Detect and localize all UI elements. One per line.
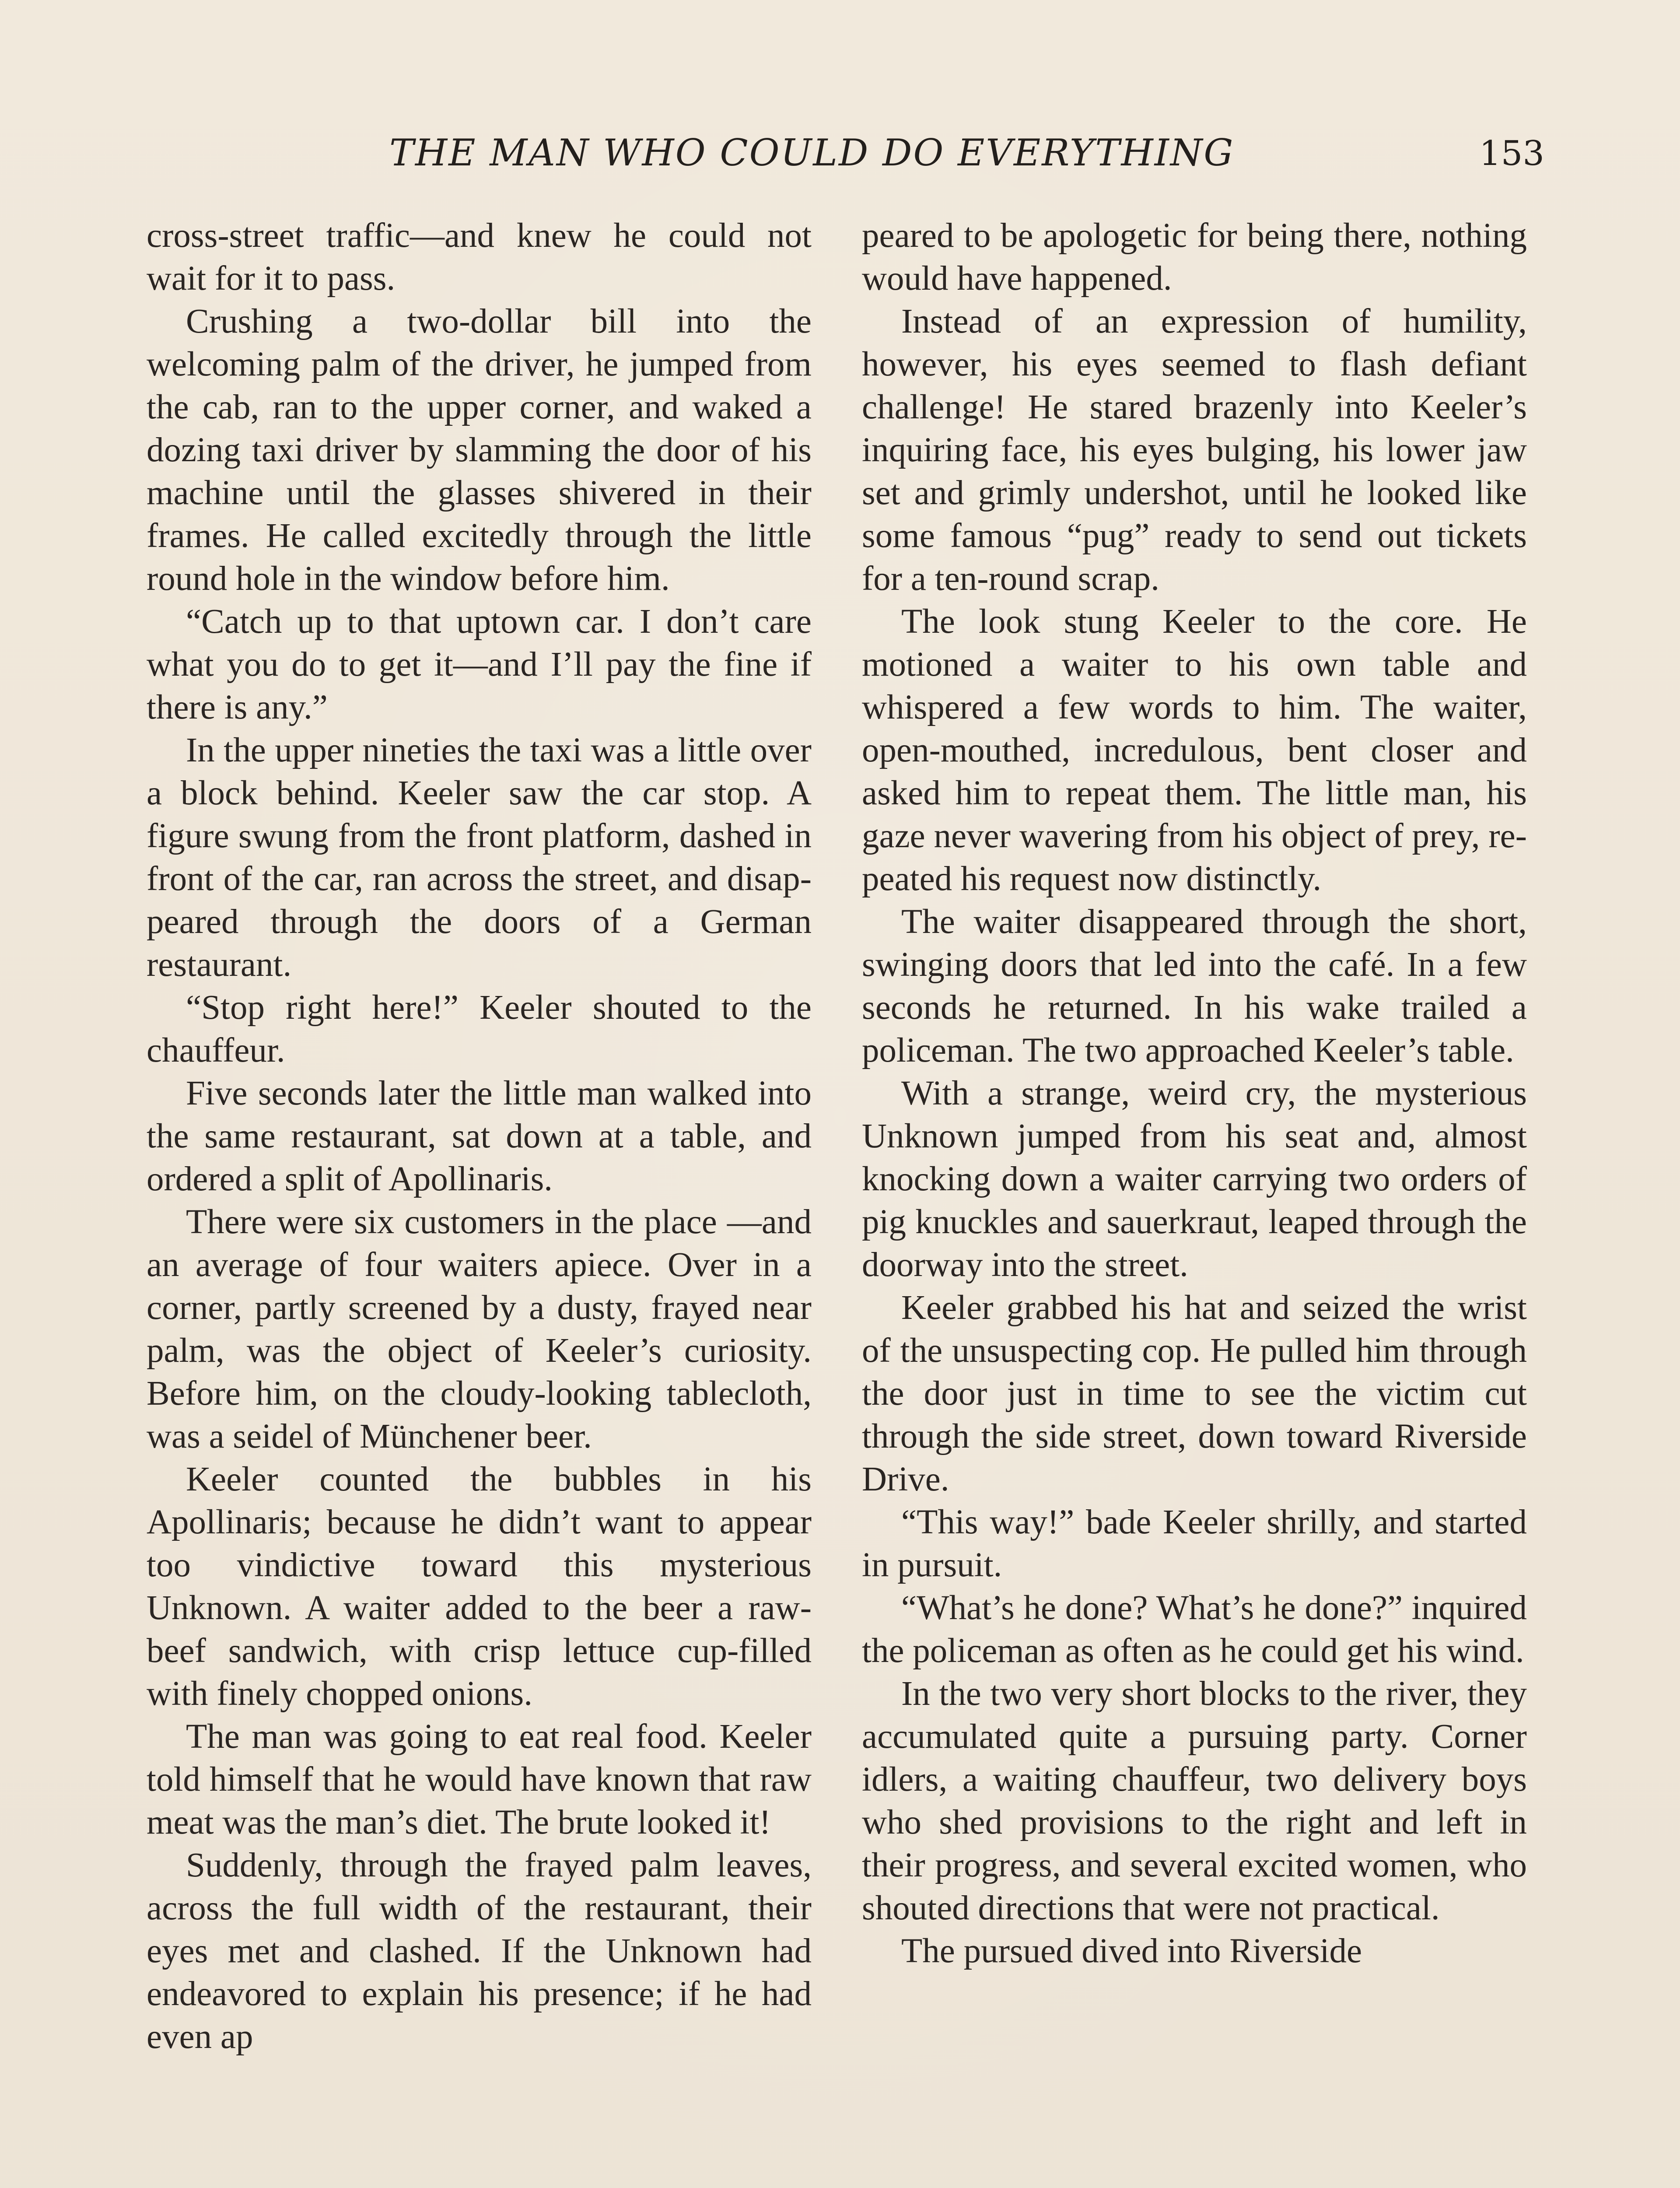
paragraph: The man was going to eat real food. Keeler told himself that he would have known that raw meat was the man’s diet. The brute looked it! [147, 1718, 812, 1841]
paragraph: “What’s he done? What’s he done?” inquired the policeman as often as he could get his wind. [862, 1589, 1527, 1670]
paragraph: There were six customers in the place —and an average of four waiters apiece. Over in a corner, partly screened by a dusty, frayed near palm, was the object of Keeler’s curiosity. Before him, on the cloudy-looking tablecloth, was a seidel of Münchener beer. [147, 1203, 812, 1455]
right-column [862, 214, 1527, 2188]
paragraph: Five seconds later the little man walked into the same restaurant, sat down at a table, and ordered a split of Apollinaris. [147, 1074, 812, 1198]
paragraph: Keeler grabbed his hat and seized the wrist of the unsuspecting cop. He pulled him through the door just in time to see the victim cut through the side street, down toward Riverside Drive. [862, 1289, 1527, 1498]
paragraph: Crushing a two-dollar bill into the welcoming palm of the driver, he jumped from the cab, ran to the upper corner, and waked a dozing taxi driver by slamming the door of his machine until the glasses shivered in their frames. He called excitedly through the little round hole in the window before him. [147, 302, 812, 598]
page-header [144, 131, 1544, 184]
paragraph: In the upper nineties the taxi was a little over a block behind. Keeler saw the car stop. A figure swung from the front platform, dashed in front of the car, ran across the street, and disappeared through the doors of a German restaurant. [147, 731, 812, 984]
paragraph: cross-street traffic—and knew he could not wait for it to pass. [147, 217, 812, 298]
paragraph: The look stung Keeler to the core. He motioned a waiter to his own table and whispered a few words to him. The waiter, open-mouthed, incredulous, bent closer and asked him to repeat them. The little man, his gaze never wavering from his object of prey, repeated his request now distinctly. [862, 603, 1527, 898]
paragraph: “This way!” bade Keeler shrilly, and started in pursuit. [862, 1503, 1527, 1584]
left-column [147, 214, 812, 2188]
running-title: THE MAN WHO COULD DO EVERYTHING [389, 131, 1235, 174]
paragraph: “Stop right here!” Keeler shouted to the chauffeur. [147, 989, 812, 1069]
paragraph: In the two very short blocks to the river, they accumulated quite a pursuing party. Corner idlers, a waiting chauffeur, two delivery boys who shed provisions to the right and left in their progress, and several excited women, who shouted directions that were not practical. [862, 1675, 1527, 1927]
paragraph: With a strange, weird cry, the mysterious Unknown jumped from his seat and, almost knocking down a waiter carrying two orders of pig knuckles and sauerkraut, leaped through the doorway into the street. [862, 1074, 1527, 1284]
paragraph: The waiter disappeared through the short, swinging doors that led into the café. In a few seconds he returned. In his wake trailed a policeman. The two approached Keeler’s table. [862, 903, 1527, 1069]
paragraph: The pursued dived into Riverside [901, 1932, 1362, 1970]
paragraph: Suddenly, through the frayed palm leaves, across the full width of the restaurant, their eyes met and clashed. If the Unknown had endeavored to explain his presence; if he had even ap [147, 1846, 812, 2056]
paragraph: Instead of an expression of humility, however, his eyes seemed to flash defiant challenge! He stared brazenly into Keeler’s inquiring face, his eyes bulging, his lower jaw set and grimly undershot, until he looked like some famous “pug” ready to send out tickets for a ten-round scrap. [862, 302, 1527, 598]
paragraph: Keeler counted the bubbles in his Apollinaris; because he didn’t want to appear too vindictive toward this mysterious Unknown. A waiter added to the beer a raw-beef sandwich, with crisp lettuce cup-filled with finely chopped onions. [147, 1460, 812, 1713]
page-number: 153 [1479, 134, 1544, 173]
paragraph: peared to be apologetic for being there, nothing would have happened. [862, 217, 1527, 298]
paragraph: “Catch up to that uptown car. I don’t care what you do to get it—and I’ll pay the fine if there is any.” [147, 603, 812, 726]
